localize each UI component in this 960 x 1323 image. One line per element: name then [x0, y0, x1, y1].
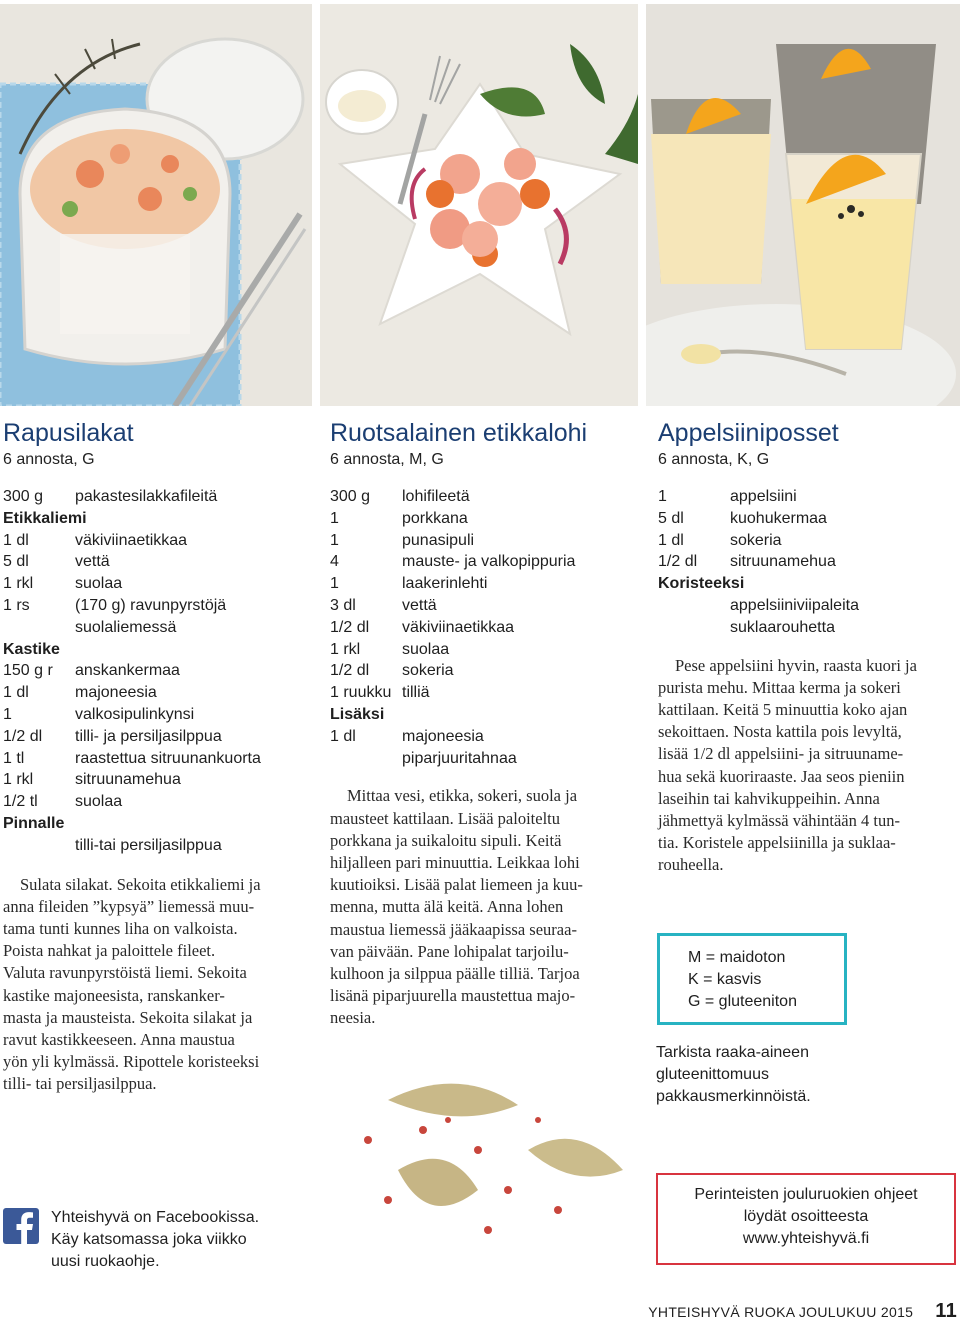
method-line: kuutioiksi. Lisää palat liemeen ja kuu- [330, 875, 583, 895]
ingredient-name: tilli- ja persiljasilppua [75, 727, 222, 745]
photo-appelsiiniposset [646, 4, 960, 406]
ingredient-row [3, 704, 308, 726]
page-number: 11 [935, 1300, 957, 1322]
method-line: Poista nahkat ja paloittele fileet. [3, 941, 216, 961]
gluten-note [656, 1042, 916, 1108]
method-line: purista mehu. Mittaa kerma ja sokeri [658, 677, 901, 697]
facebook-line: uusi ruokaohje. [51, 1253, 160, 1270]
ingredient-name: suolaa [402, 640, 450, 658]
ingredient-name: pakastesilakkafileitä [75, 488, 218, 505]
legend-line: K = kasvis [688, 971, 762, 988]
ingredient-name: valkosipulinkynsi [75, 705, 195, 723]
ingredient-row [658, 617, 960, 639]
method-line: porkkana ja suikaloitu sipuli. Keitä [330, 830, 562, 850]
method-line: masta ja mausteista. Sekoita silakat ja [3, 1007, 253, 1027]
ingredient-quantity: 1 [330, 575, 339, 593]
ingredient-quantity: 4 [330, 553, 339, 571]
ingredient-name: sokeria [402, 662, 454, 680]
ingredient-row [3, 682, 308, 704]
ingredient-name: sitruunamehua [730, 553, 836, 571]
ingredient-quantity [658, 595, 730, 617]
ingredient-row [330, 726, 630, 748]
ingredient-quantity: 1 rs [3, 596, 30, 614]
ingredient-row [3, 617, 308, 639]
ingredient-quantity: 3 dl [330, 596, 356, 614]
method-line: hiljalleen pari minuuttia. Leikkaa lohi [330, 852, 580, 872]
ingredient-row [330, 639, 630, 661]
website-link-box [656, 1173, 956, 1265]
recipe-appelsiiniposset [658, 418, 960, 877]
recipe-title: Appelsiiniposset [658, 419, 839, 447]
ingredient-quantity: 150 g r [3, 662, 53, 680]
recipe-rapusilakat [3, 418, 308, 1096]
recipe-servings: 6 annosta, K, G [658, 451, 770, 468]
facebook-line: Yhteishyvä on Facebookissa. [51, 1209, 260, 1226]
ingredient-section-heading [3, 508, 308, 530]
ingredient-quantity: 1 tl [3, 749, 25, 767]
note-line: pakkausmerkinnöistä. [656, 1088, 811, 1105]
method-line: tilli- tai persiljasilppua. [3, 1074, 157, 1094]
ingredient-row [3, 551, 308, 573]
ingredient-name: suolaa [75, 793, 123, 811]
link-box-line: Perinteisten jouluruokien ohjeet [694, 1186, 918, 1203]
ingredient-quantity: 5 dl [658, 509, 684, 527]
ingredient-row [3, 573, 308, 595]
ingredient-name: porkkana [402, 509, 468, 527]
facebook-line: Käy katsomassa joka viikko [51, 1231, 247, 1248]
link-box-line: löydät osoitteesta [743, 1208, 869, 1225]
ingredient-name: suklaarouhetta [730, 618, 835, 636]
recipe-method [330, 785, 630, 1029]
ingredient-row [3, 748, 308, 770]
ingredient-quantity: 1 dl [330, 727, 356, 745]
recipe-title: Rapusilakat [3, 419, 134, 447]
ingredient-quantity [658, 617, 730, 639]
ingredient-name: appelsiini [730, 488, 797, 505]
recipe-servings: 6 annosta, G [3, 451, 95, 468]
method-line: lisänä piparjuurella maustettua majo- [330, 986, 576, 1006]
ingredient-list [3, 486, 308, 857]
ingredient-quantity [3, 835, 75, 857]
method-line: Mittaa vesi, etikka, sokeri, suola ja [347, 786, 578, 806]
ingredient-name: appelsiiniviipaleita [730, 596, 859, 614]
publication-name: YHTEISHYVÄ RUOKA JOULUKUU 2015 [648, 1304, 914, 1320]
method-line: lisää 1/2 dl appelsiini- ja sitruuname- [658, 744, 904, 764]
ingredient-list [330, 486, 630, 769]
ingredient-row [330, 486, 630, 508]
ingredient-quantity: 5 dl [3, 553, 29, 571]
method-line: van päivään. Pane lohipalat tarjoilu- [330, 941, 569, 961]
legend-line: M = maidoton [688, 949, 786, 966]
ingredient-quantity: 1/2 dl [330, 618, 370, 636]
ingredient-name: laakerinlehti [402, 575, 488, 593]
ingredient-row [3, 530, 308, 552]
ingredient-name: raastettua sitruunankuorta [75, 749, 261, 767]
bay-leaves-image [328, 1060, 628, 1250]
website-link[interactable]: www.yhteishyvä.fi [742, 1230, 870, 1247]
ingredient-row [330, 530, 630, 552]
ingredient-section-heading [3, 639, 308, 661]
ingredient-row [330, 595, 630, 617]
method-line: maustua liemessä jääkaapissa seuraa- [330, 919, 577, 939]
method-line: jähmettyä kylmässä vähintään 4 tun- [658, 811, 900, 830]
ingredient-row [658, 551, 960, 573]
recipe-servings: 6 annosta, M, G [330, 451, 444, 468]
ingredient-name: piparjuuritahnaa [402, 749, 517, 767]
method-line: laseihin tai kahvikuppeihin. Anna [658, 788, 880, 808]
ingredient-quantity: 1/2 dl [3, 727, 43, 745]
method-line: rouheella. [658, 855, 724, 875]
ingredient-row [3, 726, 308, 748]
ingredient-name: suolaliemessä [75, 618, 177, 636]
section-heading-text: Etikkaliemi [3, 509, 87, 527]
ingredient-name: vettä [75, 553, 110, 571]
photo-rapusilakat [0, 4, 312, 406]
ingredient-quantity: 1 rkl [330, 640, 361, 658]
ingredient-quantity: 1 rkl [3, 575, 34, 593]
ingredient-name: majoneesia [402, 727, 484, 745]
ingredient-row [658, 486, 960, 508]
note-line: Tarkista raaka-aineen [656, 1044, 809, 1061]
method-line: Pese appelsiini hyvin, raasta kuori ja [675, 655, 917, 675]
ingredient-row [3, 486, 308, 508]
ingredient-row [330, 508, 630, 530]
ingredient-row [330, 617, 630, 639]
method-line: sekoittaen. Nosta kattila pois levyltä, [658, 722, 902, 742]
section-heading-text: Pinnalle [3, 814, 65, 832]
ingredient-name: tilliä [402, 684, 430, 702]
ingredient-name: sitruunamehua [75, 771, 181, 789]
ingredient-name: mauste- ja valkopippuria [402, 553, 576, 571]
ingredient-section-heading [658, 573, 960, 595]
method-line: Valuta ravunpyrstöistä liemi. Sekoita [3, 963, 247, 983]
ingredient-row [330, 660, 630, 682]
ingredient-section-heading [3, 813, 308, 835]
recipe-method [658, 655, 960, 877]
ingredient-quantity [330, 748, 402, 770]
ingredient-quantity: 300 g [330, 488, 371, 505]
ingredient-quantity: 1 [3, 705, 12, 723]
recipe-title: Ruotsalainen etikkalohi [330, 419, 588, 447]
section-heading-text: Kastike [3, 640, 60, 658]
ingredient-name: sokeria [730, 531, 782, 549]
method-line: yön yli kylmässä. Ripottele koristeeksi [3, 1052, 260, 1072]
ingredient-row [658, 530, 960, 552]
ingredient-name: punasipuli [402, 531, 475, 549]
recipe-method [3, 874, 308, 1096]
ingredient-row [330, 682, 630, 704]
method-line: tama tunti kunnes liha on valkoista. [3, 918, 238, 938]
ingredient-quantity: 1 ruukku [330, 684, 392, 702]
method-line: kulhoon ja silppua päälle tilliä. Tarjoa [330, 963, 580, 983]
ingredient-row [3, 791, 308, 813]
ingredient-quantity [3, 617, 75, 639]
ingredient-quantity: 1/2 dl [658, 553, 698, 571]
method-line: ravut kastikkeeseen. Anna maustua [3, 1029, 235, 1049]
diet-legend-box [657, 933, 847, 1025]
ingredient-row [3, 595, 308, 617]
ingredient-name: tilli-tai persiljasilppua [75, 836, 222, 854]
ingredient-list [658, 486, 960, 639]
ingredient-quantity: 1 rkl [3, 771, 34, 789]
ingredient-name: anskankermaa [75, 662, 180, 680]
section-heading-text: Lisäksi [330, 705, 385, 723]
facebook-icon[interactable] [3, 1208, 39, 1244]
method-line: anna fileiden ”kypsyä” liemessä muu- [3, 896, 255, 916]
ingredient-row [3, 835, 308, 857]
method-line: menna, mutta älä keitä. Anna lohen [330, 897, 564, 917]
ingredient-row [3, 769, 308, 791]
recipe-etikkalohi [330, 418, 630, 1030]
section-heading-text: Koristeeksi [658, 575, 745, 593]
page-footer [648, 1300, 957, 1323]
ingredient-quantity: 300 g [3, 488, 44, 505]
ingredient-row [330, 573, 630, 595]
ingredient-row [330, 551, 630, 573]
legend-line: G = gluteeniton [688, 993, 797, 1010]
ingredient-name: kuohukermaa [730, 509, 827, 527]
ingredient-section-heading [330, 704, 630, 726]
ingredient-quantity: 1 dl [3, 531, 29, 549]
ingredient-name: majoneesia [75, 684, 157, 702]
method-line: neesia. [330, 1008, 376, 1028]
ingredient-quantity: 1 [330, 509, 339, 527]
photo-etikkalohi [320, 4, 638, 406]
ingredient-quantity: 1/2 dl [330, 662, 370, 680]
ingredient-row [658, 595, 960, 617]
method-line: tia. Koristele appelsiinilla ja suklaa- [658, 833, 896, 853]
ingredient-quantity: 1 [658, 488, 667, 505]
ingredient-quantity: 1 [330, 531, 339, 549]
ingredient-name: (170 g) ravunpyrstöjä [75, 596, 227, 614]
facebook-promo [51, 1207, 259, 1273]
method-line: Sulata silakat. Sekoita etikkaliemi ja [20, 874, 261, 894]
ingredient-name: väkiviinaetikkaa [402, 618, 515, 636]
ingredient-name: suolaa [75, 575, 123, 593]
ingredient-row [3, 660, 308, 682]
ingredient-row [330, 748, 630, 770]
ingredient-quantity: 1 dl [658, 531, 684, 549]
ingredient-name: vettä [402, 596, 437, 614]
method-line: hua sekä kuoriraaste. Jaa seos pieniin [658, 766, 905, 786]
note-line: gluteenittomuus [656, 1066, 769, 1083]
ingredient-row [658, 508, 960, 530]
ingredient-quantity: 1/2 tl [3, 793, 38, 811]
ingredient-name: lohifileetä [402, 488, 470, 505]
method-line: kastike majoneesista, ranskanker- [3, 985, 225, 1005]
ingredient-quantity: 1 dl [3, 684, 29, 702]
ingredient-name: väkiviinaetikkaa [75, 531, 188, 549]
method-line: kattilaan. Keitä 5 minuuttia koko ajan [658, 699, 908, 719]
method-line: mausteet kattilaan. Lisää paloiteltu [330, 808, 561, 828]
